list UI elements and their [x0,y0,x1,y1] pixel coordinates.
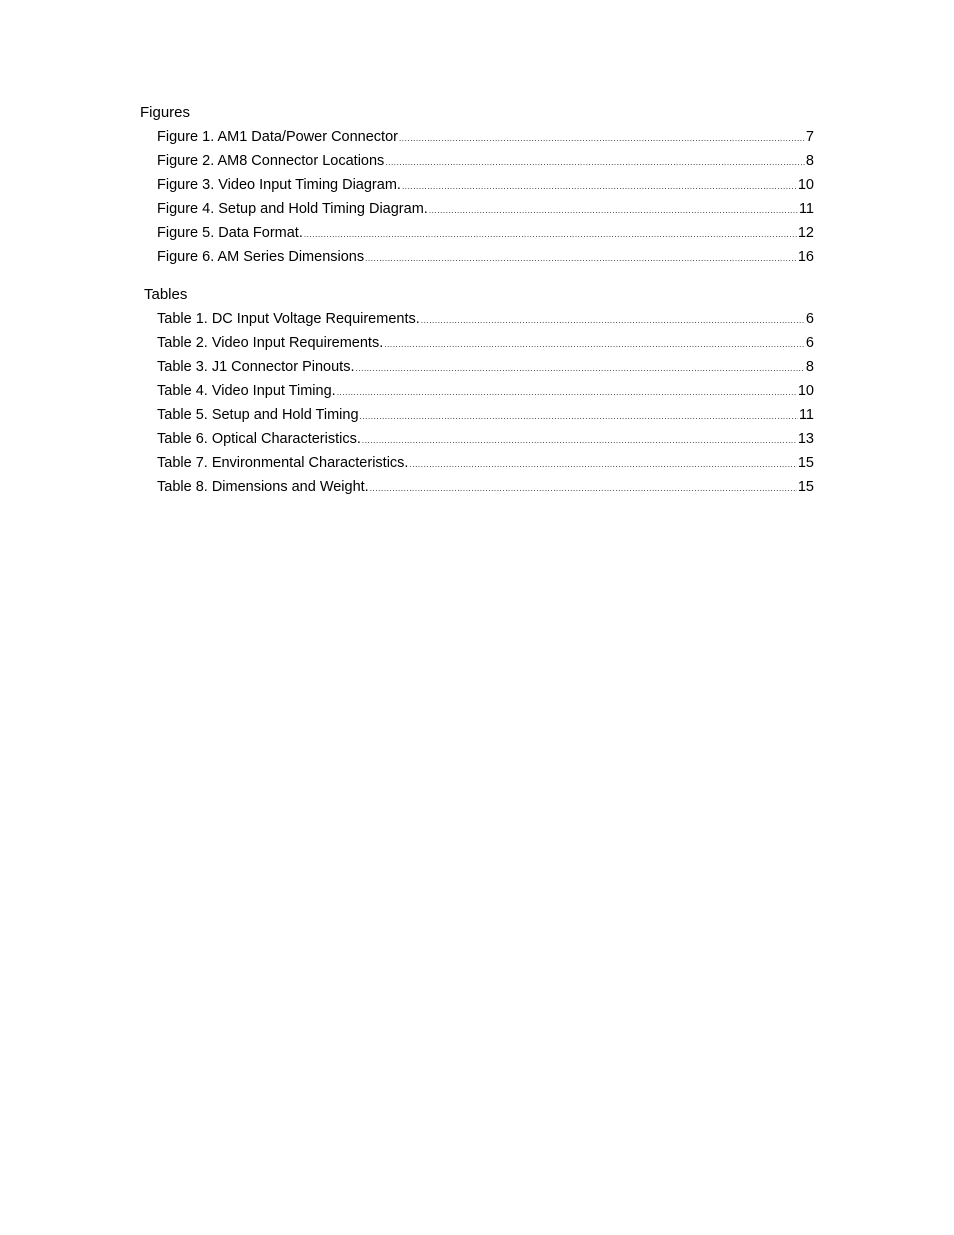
table-entry-label: Table 2. Video Input Requirements. [157,335,384,351]
figure-entry-label: Figure 6. AM Series Dimensions [157,249,365,265]
tables-heading: Tables [144,286,188,303]
figure-entry-page: 7 [805,129,814,145]
figure-entry-label: Figure 2. AM8 Connector Locations [157,153,385,169]
table-entry-5[interactable] [157,403,814,427]
dot-leader [365,247,797,269]
dot-leader [360,405,798,427]
dot-leader [429,199,798,221]
table-entry-label: Table 1. DC Input Voltage Requirements. [157,311,420,327]
figures-heading: Figures [140,104,191,121]
table-entry-7[interactable] [157,451,814,475]
figure-entry-page: 16 [797,249,814,265]
table-entry-label: Table 4. Video Input Timing. [157,383,336,399]
table-entry-2[interactable] [157,331,814,355]
table-entry-label: Table 6. Optical Characteristics. [157,431,361,447]
dot-leader [409,453,796,475]
tables-list [157,307,814,499]
table-entry-page: 6 [805,311,814,327]
dot-leader [385,151,805,173]
table-entry-page: 15 [797,479,814,495]
figure-entry-page: 10 [797,177,814,193]
dot-leader [421,309,805,331]
table-entry-4[interactable] [157,379,814,403]
figure-entry-5[interactable] [157,221,814,245]
figure-entry-label: Figure 3. Video Input Timing Diagram. [157,177,401,193]
figure-entry-6[interactable] [157,245,814,269]
table-entry-page: 13 [797,431,814,447]
figure-entry-page: 12 [797,225,814,241]
figure-entry-label: Figure 1. AM1 Data/Power Connector [157,129,398,145]
table-entry-label: Table 5. Setup and Hold Timing [157,407,359,423]
table-entry-1[interactable] [157,307,814,331]
dot-leader [362,429,797,451]
table-entry-8[interactable] [157,475,814,499]
figure-entry-1[interactable] [157,125,814,149]
figure-entry-page: 8 [805,153,814,169]
figure-entry-2[interactable] [157,149,814,173]
dot-leader [370,477,797,499]
figure-entry-label: Figure 4. Setup and Hold Timing Diagram. [157,201,428,217]
figure-entry-3[interactable] [157,173,814,197]
table-entry-6[interactable] [157,427,814,451]
dot-leader [355,357,804,379]
table-entry-3[interactable] [157,355,814,379]
table-entry-label: Table 3. J1 Connector Pinouts. [157,359,355,375]
table-entry-page: 11 [798,407,814,423]
dot-leader [399,127,805,149]
dot-leader [304,223,797,245]
table-entry-label: Table 8. Dimensions and Weight. [157,479,369,495]
dot-leader [384,333,805,355]
table-entry-page: 8 [805,359,814,375]
dot-leader [402,175,797,197]
figure-entry-4[interactable] [157,197,814,221]
table-entry-page: 10 [797,383,814,399]
figures-list [157,125,814,269]
dot-leader [337,381,797,403]
figure-entry-page: 11 [798,201,814,217]
table-entry-page: 6 [805,335,814,351]
table-entry-page: 15 [797,455,814,471]
table-entry-label: Table 7. Environmental Characteristics. [157,455,409,471]
figure-entry-label: Figure 5. Data Format. [157,225,303,241]
